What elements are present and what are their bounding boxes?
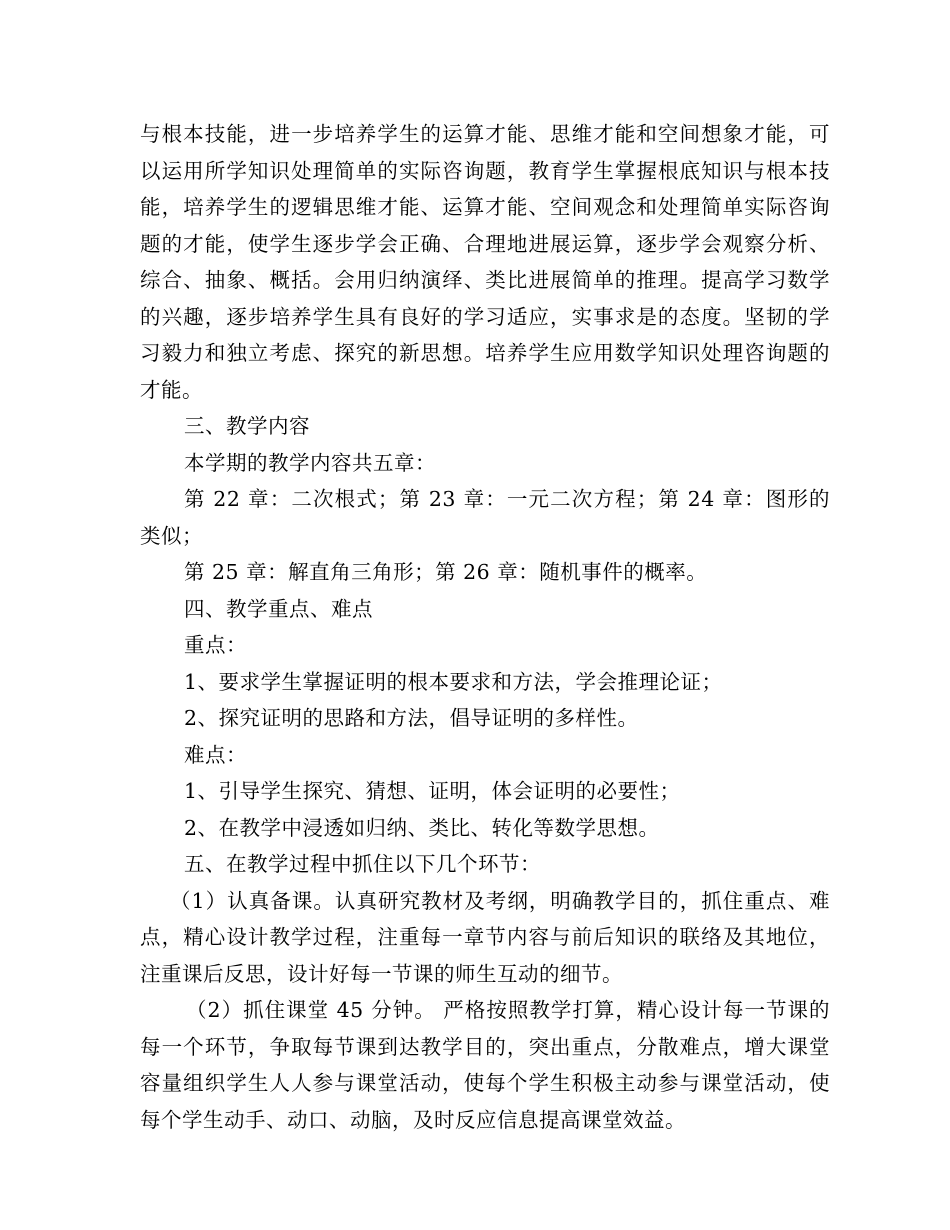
paragraph-skills-goals: 与根本技能，进一步培养学生的运算才能、思维才能和空间想象才能，可以运用所学知识处理简单的实际咨询题，教育学生掌握根底知识与根本技能，培养学生的逻辑思维才能、运算才能、空间观念和处理简单实际咨询题的才能，使学生逐步学会正确、合理地进展运算，逐步学会观察分析、综合、抽象、概括。会用归纳演绎、类比进展简单的推理。提高学习数学的兴趣，逐步培养学生具有良好的学习适应，实事求是的态度。坚韧的学习毅力和独立考虑、探究的新思想。培养学生应用数学知识处理咨询题的才能。 [140,122,830,402]
paragraph-classroom-45-minutes: （2）抓住课堂 45 分钟。 严格按照教学打算，精心设计每一节课的每一个环节，争取每节课到达教学目的，突出重点，分散难点，增大课堂容量组织学生人人参与课堂活动，使每个学生积极主动参与课堂活动，使每个学生动手、动口、动脑，及时反应信息提高课堂效益。 [140,998,830,1132]
paragraph-content-intro: 本学期的教学内容共五章： [184,450,436,475]
heading-key-points-difficulties: 四、教学重点、难点 [184,596,373,621]
paragraph-lesson-preparation: （1）认真备课。认真研究教材及考纲，明确教学目的，抓住重点、难点，精心设计教学过程，注重每一章节内容与前后知识的联络及其地位，注重课后反思，设计好每一节课的师生互动的细节。 [140,888,830,986]
heading-teaching-content: 三、教学内容 [184,414,310,438]
document-page [140,116,830,1138]
label-difficulties: 难点： [184,742,247,767]
heading-teaching-process: 五、在教学过程中抓住以下几个环节： [184,852,541,876]
label-key-points: 重点： [184,633,247,657]
list-item-key-point-1: 1、要求学生掌握证明的根本要求和方法，学会推理论证； [184,669,723,694]
list-item-difficulty-2: 2、在教学中浸透如归纳、类比、转化等数学思想。 [184,815,660,840]
paragraph-chapters-25-26: 第 25 章：解直角三角形；第 26 章：随机事件的概率。 [184,560,708,584]
list-item-key-point-2: 2、探究证明的思路和方法，倡导证明的多样性。 [184,706,639,730]
paragraph-chapters-22-24: 第 22 章：二次根式；第 23 章：一元二次方程；第 24 章：图形的类似； [140,487,830,548]
list-item-difficulty-1: 1、引导学生探究、猜想、证明，体会证明的必要性； [184,779,681,803]
